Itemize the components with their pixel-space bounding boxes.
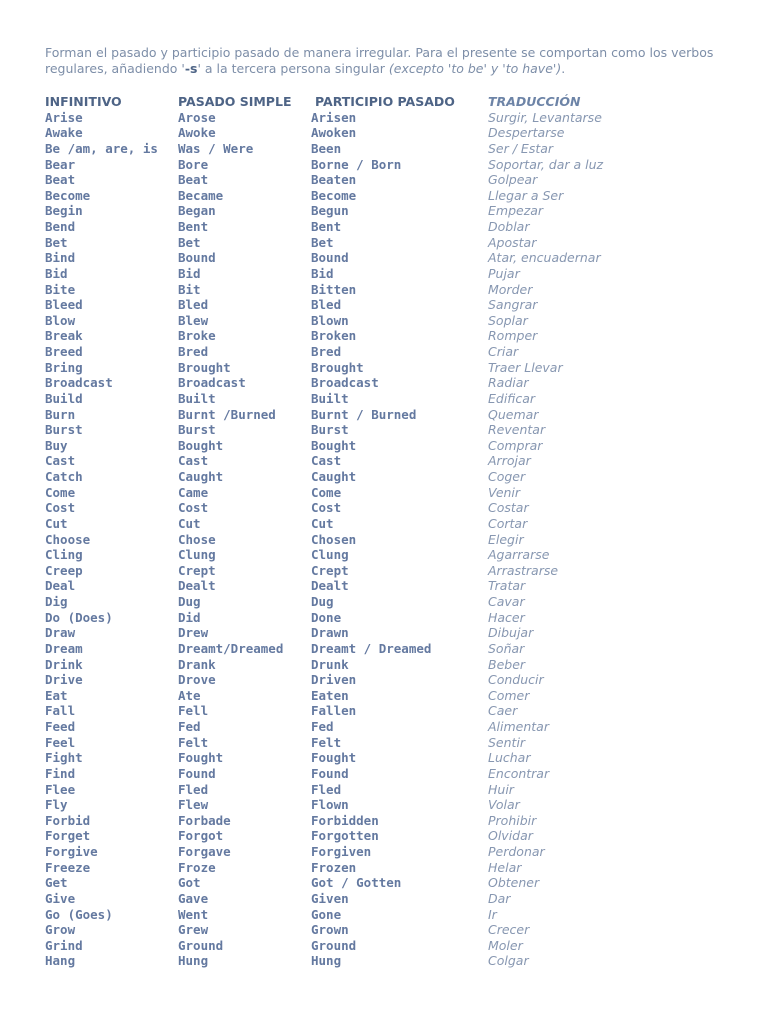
past-participle-cell: Fallen xyxy=(311,703,357,719)
translation-cell: Perdonar xyxy=(488,844,545,859)
table-row xyxy=(45,532,728,548)
translation-cell: Crecer xyxy=(488,922,530,938)
table-row xyxy=(45,235,728,251)
intro-line-2-end: . xyxy=(561,61,566,76)
past-simple-cell: Burnt /Burned xyxy=(178,406,276,422)
past-participle-cell: Forgotten xyxy=(311,828,379,844)
past-simple-cell: Drove xyxy=(178,672,216,688)
past-participle-cell: Drawn xyxy=(311,625,349,641)
past-participle-cell: Fed xyxy=(311,719,334,734)
table-row xyxy=(45,813,728,829)
past-simple-cell: Froze xyxy=(178,859,216,875)
infinitive-cell: Bear xyxy=(45,156,76,172)
past-participle-cell: Clung xyxy=(311,547,349,563)
table-row xyxy=(45,750,728,766)
past-participle-cell: Caught xyxy=(311,469,357,484)
past-participle-cell: Forgiven xyxy=(311,844,372,859)
past-simple-cell: Fed xyxy=(178,719,201,734)
past-participle-cell: Forbidden xyxy=(311,812,379,828)
past-simple-cell: Fought xyxy=(178,750,224,766)
past-simple-cell: Drew xyxy=(178,625,209,641)
table-row xyxy=(45,610,728,626)
translation-cell: Soportar, dar a luz xyxy=(488,156,604,172)
table-row xyxy=(45,641,728,657)
past-participle-cell: Grown xyxy=(311,922,349,938)
table-row xyxy=(45,282,728,298)
table-row xyxy=(45,219,728,235)
infinitive-cell: Give xyxy=(45,890,76,906)
translation-cell: Helar xyxy=(488,859,522,875)
past-participle-cell: Fought xyxy=(311,750,357,766)
translation-cell: Apostar xyxy=(488,234,537,250)
past-simple-cell: Bit xyxy=(178,281,201,297)
past-simple-cell: Fled xyxy=(178,781,209,797)
table-row xyxy=(45,516,728,532)
translation-cell: Cortar xyxy=(488,515,528,531)
infinitive-cell: Build xyxy=(45,390,83,406)
past-participle-cell: Brought xyxy=(311,359,364,375)
translation-cell: Soplar xyxy=(488,312,528,328)
translation-cell: Agarrarse xyxy=(488,547,550,563)
table-row xyxy=(45,657,728,673)
table-row xyxy=(45,344,728,360)
past-simple-cell: Dug xyxy=(178,594,201,609)
table-row xyxy=(45,563,728,579)
translation-cell: Moler xyxy=(488,937,523,953)
past-participle-cell: Bought xyxy=(311,437,357,453)
table-row xyxy=(45,844,728,860)
translation-cell: Dibujar xyxy=(488,625,534,641)
past-participle-cell: Cast xyxy=(311,453,342,469)
past-participle-cell: Burnt / Burned xyxy=(311,406,417,422)
infinitive-cell: Breed xyxy=(45,344,83,359)
suffix-code: -s xyxy=(184,61,198,76)
past-simple-cell: Forbade xyxy=(178,812,231,828)
past-simple-cell: Chose xyxy=(178,531,216,547)
past-simple-cell: Found xyxy=(178,765,216,781)
past-simple-cell: Caught xyxy=(178,469,224,484)
table-row xyxy=(45,860,728,876)
table-row xyxy=(45,407,728,423)
table-row xyxy=(45,360,728,376)
infinitive-cell: Bet xyxy=(45,234,68,250)
infinitive-cell: Eat xyxy=(45,687,68,703)
past-participle-cell: Cost xyxy=(311,500,342,516)
infinitive-cell: Creep xyxy=(45,562,83,578)
translation-cell: Radiar xyxy=(488,375,529,391)
past-simple-cell: Bought xyxy=(178,437,224,453)
past-simple-cell: Bore xyxy=(178,156,209,172)
translation-cell: Sentir xyxy=(488,734,526,750)
intro-line-2-start: regulares, añadiendo ' xyxy=(45,61,185,76)
past-participle-cell: Cut xyxy=(311,515,334,531)
infinitive-cell: Fight xyxy=(45,750,83,766)
past-simple-cell: Went xyxy=(178,906,209,922)
infinitive-cell: Dig xyxy=(45,594,68,609)
translation-cell: Conducir xyxy=(488,672,544,688)
translation-cell: Golpear xyxy=(488,172,538,188)
translation-cell: Volar xyxy=(488,797,520,813)
past-participle-cell: Dealt xyxy=(311,578,349,594)
translation-cell: Quemar xyxy=(488,406,539,422)
past-participle-cell: Become xyxy=(311,187,357,203)
translation-cell: Alimentar xyxy=(488,719,549,734)
table-row xyxy=(45,625,728,641)
translation-cell: Llegar a Ser xyxy=(488,187,564,203)
table-row xyxy=(45,188,728,204)
infinitive-cell: Cast xyxy=(45,453,76,469)
translation-cell: Coger xyxy=(488,469,526,484)
table-row xyxy=(45,313,728,329)
translation-cell: Huir xyxy=(488,781,514,797)
past-simple-cell: Did xyxy=(178,609,201,625)
infinitive-cell: Cling xyxy=(45,547,83,563)
table-row xyxy=(45,266,728,282)
past-participle-cell: Eaten xyxy=(311,687,349,703)
past-participle-cell: Gone xyxy=(311,906,342,922)
infinitive-cell: Burst xyxy=(45,422,83,438)
past-simple-cell: Bled xyxy=(178,297,209,313)
past-participle-cell: Broadcast xyxy=(311,375,379,391)
infinitive-cell: Burn xyxy=(45,406,76,422)
infinitive-cell: Cut xyxy=(45,515,68,531)
translation-cell: Beber xyxy=(488,656,526,672)
past-simple-cell: Built xyxy=(178,390,216,406)
past-participle-cell: Drunk xyxy=(311,656,349,672)
infinitive-cell: Dream xyxy=(45,640,83,656)
past-participle-cell: Given xyxy=(311,890,349,906)
past-simple-cell: Dealt xyxy=(178,578,216,594)
infinitive-cell: Arise xyxy=(45,109,83,125)
infinitive-cell: Be /am, are, is xyxy=(45,140,158,156)
intro-line-1: Forman el pasado y participio pasado de manera irregular. Para el presente se comportan como los verbos xyxy=(45,45,714,60)
infinitive-cell: Deal xyxy=(45,578,76,594)
translation-cell: Ser / Estar xyxy=(488,140,554,156)
translation-cell: Morder xyxy=(488,281,533,297)
table-row xyxy=(45,469,728,485)
past-participle-cell: Driven xyxy=(311,672,357,688)
translation-cell: Costar xyxy=(488,500,529,516)
table-row xyxy=(45,688,728,704)
infinitive-cell: Go (Goes) xyxy=(45,906,113,922)
past-simple-cell: Awoke xyxy=(178,125,216,141)
infinitive-cell: Bind xyxy=(45,250,76,266)
past-participle-cell: Got / Gotten xyxy=(311,875,402,891)
table-row xyxy=(45,766,728,782)
past-simple-cell: Became xyxy=(178,187,224,203)
past-simple-cell: Broadcast xyxy=(178,375,246,391)
table-row xyxy=(45,594,728,610)
past-participle-cell: Done xyxy=(311,609,342,625)
intro-line-2-middle: ' a la tercera persona singular xyxy=(197,61,389,76)
infinitive-cell: Get xyxy=(45,875,68,891)
past-simple-cell: Began xyxy=(178,203,216,219)
past-simple-cell: Burst xyxy=(178,422,216,438)
infinitive-cell: Blow xyxy=(45,312,76,328)
infinitive-cell: Bite xyxy=(45,281,76,297)
translation-cell: Hacer xyxy=(488,609,525,625)
infinitive-cell: Flee xyxy=(45,781,76,797)
infinitive-cell: Draw xyxy=(45,625,76,641)
past-simple-cell: Hung xyxy=(178,953,209,969)
translation-cell: Elegir xyxy=(488,531,524,547)
translation-cell: Arrastrarse xyxy=(488,562,559,578)
past-simple-cell: Brought xyxy=(178,359,231,375)
infinitive-cell: Drive xyxy=(45,672,83,688)
past-participle-cell: Bound xyxy=(311,250,349,266)
past-simple-cell: Fell xyxy=(178,703,209,719)
table-row xyxy=(45,828,728,844)
table-row xyxy=(45,485,728,501)
infinitive-cell: Grind xyxy=(45,937,83,953)
infinitive-cell: Forbid xyxy=(45,812,91,828)
infinitive-cell: Buy xyxy=(45,437,68,453)
infinitive-cell: Awake xyxy=(45,125,83,141)
past-participle-cell: Beaten xyxy=(311,172,357,188)
past-simple-cell: Arose xyxy=(178,109,216,125)
past-simple-cell: Broke xyxy=(178,328,216,344)
table-row xyxy=(45,735,728,751)
past-simple-cell: Forgot xyxy=(178,828,224,844)
past-participle-cell: Found xyxy=(311,765,349,781)
table-row xyxy=(45,438,728,454)
past-simple-cell: Flew xyxy=(178,797,209,813)
infinitive-cell: Bring xyxy=(45,359,83,375)
translation-cell: Ir xyxy=(488,906,497,922)
infinitive-cell: Beat xyxy=(45,172,76,188)
past-simple-cell: Ate xyxy=(178,687,201,703)
header-traduccion: TRADUCCIÓN xyxy=(488,94,581,109)
past-simple-cell: Bent xyxy=(178,219,209,234)
table-row xyxy=(45,422,728,438)
infinitive-cell: Begin xyxy=(45,203,83,219)
header-participio-pasado: PARTICIPIO PASADO xyxy=(315,94,455,109)
table-row xyxy=(45,141,728,157)
past-simple-cell: Cast xyxy=(178,453,209,469)
infinitive-cell: Catch xyxy=(45,469,83,484)
table-row xyxy=(45,500,728,516)
infinitive-cell: Drink xyxy=(45,656,83,672)
exception-note: (excepto 'to be' y 'to have') xyxy=(388,61,562,76)
past-simple-cell: Got xyxy=(178,875,201,891)
header-infinitivo: INFINITIVO xyxy=(45,94,122,109)
table-row xyxy=(45,672,728,688)
past-simple-cell: Bred xyxy=(178,344,209,359)
translation-cell: Comer xyxy=(488,687,530,703)
table-row xyxy=(45,782,728,798)
infinitive-cell: Come xyxy=(45,484,76,500)
table-header-row xyxy=(45,94,728,110)
past-simple-cell: Forgave xyxy=(178,844,231,859)
past-participle-cell: Blown xyxy=(311,312,349,328)
intro-paragraph xyxy=(45,45,745,77)
translation-cell: Tratar xyxy=(488,578,526,594)
translation-cell: Criar xyxy=(488,344,519,359)
table-row xyxy=(45,110,728,126)
past-participle-cell: Arisen xyxy=(311,109,357,125)
translation-cell: Traer Llevar xyxy=(488,359,563,375)
table-row xyxy=(45,938,728,954)
past-simple-cell: Crept xyxy=(178,562,216,578)
infinitive-cell: Do (Does) xyxy=(45,609,113,625)
table-body xyxy=(45,110,728,969)
infinitive-cell: Grow xyxy=(45,922,76,938)
table-row xyxy=(45,328,728,344)
infinitive-cell: Forget xyxy=(45,828,91,844)
table-row xyxy=(45,157,728,173)
infinitive-cell: Bleed xyxy=(45,297,83,313)
past-participle-cell: Frozen xyxy=(311,859,357,875)
translation-cell: Dar xyxy=(488,890,511,906)
translation-cell: Pujar xyxy=(488,265,520,281)
past-participle-cell: Hung xyxy=(311,953,342,969)
past-simple-cell: Gave xyxy=(178,890,209,906)
infinitive-cell: Feel xyxy=(45,734,76,750)
infinitive-cell: Freeze xyxy=(45,859,91,875)
table-row xyxy=(45,922,728,938)
infinitive-cell: Become xyxy=(45,187,91,203)
past-simple-cell: Was / Were xyxy=(178,140,254,156)
past-simple-cell: Bid xyxy=(178,265,201,281)
infinitive-cell: Find xyxy=(45,765,76,781)
past-participle-cell: Fled xyxy=(311,781,342,797)
table-row xyxy=(45,125,728,141)
table-row xyxy=(45,375,728,391)
past-simple-cell: Beat xyxy=(178,172,209,188)
infinitive-cell: Choose xyxy=(45,531,91,547)
table-row xyxy=(45,875,728,891)
past-participle-cell: Broken xyxy=(311,328,357,344)
past-participle-cell: Flown xyxy=(311,797,349,813)
translation-cell: Atar, encuadernar xyxy=(488,250,601,266)
table-row xyxy=(45,907,728,923)
infinitive-cell: Fly xyxy=(45,797,68,813)
past-participle-cell: Dreamt / Dreamed xyxy=(311,640,432,656)
table-row xyxy=(45,203,728,219)
translation-cell: Doblar xyxy=(488,219,530,234)
past-participle-cell: Built xyxy=(311,390,349,406)
past-participle-cell: Dug xyxy=(311,594,334,609)
past-simple-cell: Felt xyxy=(178,734,209,750)
table-row xyxy=(45,453,728,469)
table-row xyxy=(45,391,728,407)
past-participle-cell: Bitten xyxy=(311,281,357,297)
translation-cell: Luchar xyxy=(488,750,531,766)
translation-cell: Obtener xyxy=(488,875,540,891)
translation-cell: Caer xyxy=(488,703,518,719)
translation-cell: Edificar xyxy=(488,390,536,406)
past-participle-cell: Bred xyxy=(311,344,342,359)
past-simple-cell: Grew xyxy=(178,922,209,938)
translation-cell: Encontrar xyxy=(488,765,550,781)
past-participle-cell: Bled xyxy=(311,297,342,313)
past-participle-cell: Ground xyxy=(311,937,357,953)
past-simple-cell: Cost xyxy=(178,500,209,516)
translation-cell: Romper xyxy=(488,328,538,344)
table-row xyxy=(45,297,728,313)
past-simple-cell: Clung xyxy=(178,547,216,563)
past-participle-cell: Come xyxy=(311,484,342,500)
past-simple-cell: Ground xyxy=(178,937,224,953)
translation-cell: Surgir, Levantarse xyxy=(488,109,602,125)
past-participle-cell: Burst xyxy=(311,422,349,438)
irregular-verbs-table xyxy=(45,94,728,969)
past-simple-cell: Cut xyxy=(178,515,201,531)
table-row xyxy=(45,719,728,735)
translation-cell: Soñar xyxy=(488,640,525,656)
past-participle-cell: Bent xyxy=(311,219,342,234)
past-participle-cell: Borne / Born xyxy=(311,156,402,172)
infinitive-cell: Forgive xyxy=(45,844,98,859)
table-row xyxy=(45,703,728,719)
table-row xyxy=(45,172,728,188)
translation-cell: Olvidar xyxy=(488,828,533,844)
header-pasado-simple: PASADO SIMPLE xyxy=(178,94,292,109)
past-simple-cell: Drank xyxy=(178,656,216,672)
translation-cell: Despertarse xyxy=(488,125,565,141)
past-participle-cell: Bid xyxy=(311,265,334,281)
past-participle-cell: Felt xyxy=(311,734,342,750)
translation-cell: Comprar xyxy=(488,437,543,453)
translation-cell: Venir xyxy=(488,484,521,500)
table-row xyxy=(45,547,728,563)
translation-cell: Prohibir xyxy=(488,812,537,828)
past-simple-cell: Bet xyxy=(178,234,201,250)
past-participle-cell: Begun xyxy=(311,203,349,219)
table-row xyxy=(45,250,728,266)
past-simple-cell: Came xyxy=(178,484,209,500)
past-participle-cell: Crept xyxy=(311,562,349,578)
translation-cell: Empezar xyxy=(488,203,544,219)
translation-cell: Colgar xyxy=(488,953,529,969)
infinitive-cell: Bend xyxy=(45,219,76,234)
past-participle-cell: Awoken xyxy=(311,125,357,141)
past-participle-cell: Bet xyxy=(311,234,334,250)
past-simple-cell: Dreamt/Dreamed xyxy=(178,640,284,656)
translation-cell: Cavar xyxy=(488,594,525,609)
table-row xyxy=(45,578,728,594)
past-participle-cell: Chosen xyxy=(311,531,357,547)
table-row xyxy=(45,891,728,907)
infinitive-cell: Cost xyxy=(45,500,76,516)
infinitive-cell: Fall xyxy=(45,703,76,719)
translation-cell: Reventar xyxy=(488,422,546,438)
infinitive-cell: Hang xyxy=(45,953,76,969)
past-simple-cell: Bound xyxy=(178,250,216,266)
translation-cell: Arrojar xyxy=(488,453,531,469)
table-row xyxy=(45,797,728,813)
translation-cell: Sangrar xyxy=(488,297,538,313)
infinitive-cell: Feed xyxy=(45,719,76,734)
infinitive-cell: Break xyxy=(45,328,83,344)
past-simple-cell: Blew xyxy=(178,312,209,328)
infinitive-cell: Broadcast xyxy=(45,375,113,391)
infinitive-cell: Bid xyxy=(45,265,68,281)
table-row xyxy=(45,953,728,969)
past-participle-cell: Been xyxy=(311,140,342,156)
